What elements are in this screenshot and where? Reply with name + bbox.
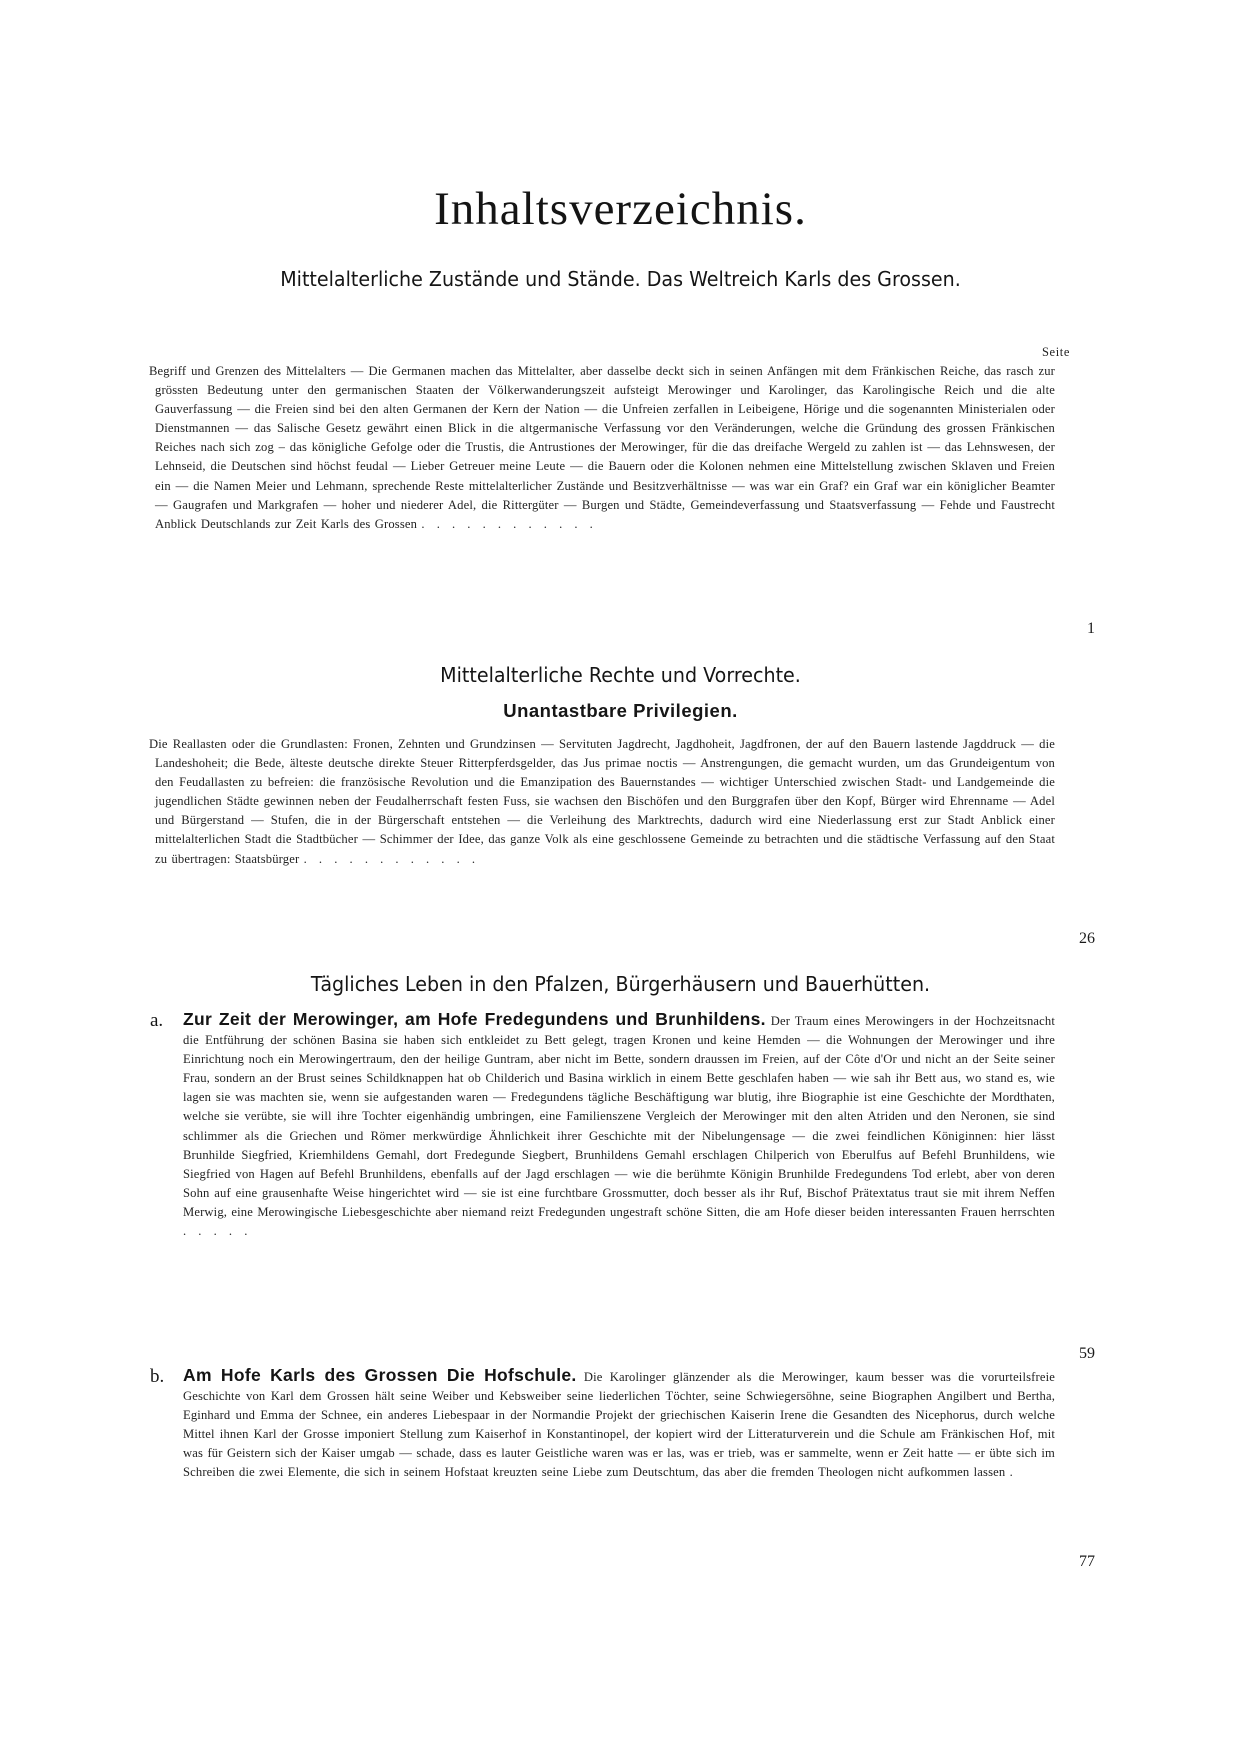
toc-entry-2-page: 26 bbox=[1079, 930, 1095, 947]
toc-entry-3a-letter: a. bbox=[150, 1010, 164, 1031]
toc-entry-1-page: 1 bbox=[1087, 620, 1095, 637]
toc-entry-1-text: Begriff und Grenzen des Mittelalters — Die Germanen machen das Mittelalter, aber dasselbe deckt sich in seinen Anfängen mit dem Fränkischen Reiche, das rasch zur grössten Bedeutung unter den germanischen Staaten der Völkerwanderungszeit aufsteigt Merowinger und Karolinger, das Karolingische Reich und die alte Gauverfassung — die Freien sind bei den alten Germanen der Kern der Nation — die Unfreien zerfallen in Leibeigene, Hörige und die sogenannten Ministerialen oder Dienstmannen — das Salische Gesetz gewährt einen Blick in die altgermanische Verfassung vor den Veränderungen, welche die Gründung des grossen Fränkischen Reiches nach sich zog – das königliche Gefolge oder die Trustis, die Antrustiones der Merowinger, für die das dreifache Wergeld zu zahlen ist — das Lehnswesen, der Lehnseid, die Deutschen sind höchst feudal — Lieber Getreuer meine Leute — die Bauern oder die Kolonen nehmen eine Mittelstellung zwischen Sklaven und Freien ein — die Namen Meier und Lehmann, sprechende Reste mittelalterlicher Zustände und Besitzverhältnisse — was war ein Graf? ein Graf war ein königlicher Beamter — Gaugrafen und Markgrafen — hoher und niederer Adel, die Rittergüter — Burgen und Städte, Gemeindeverfassung und Staatsverfassung — Fehde und Faustrecht Anblick Deutschlands zur Zeit Karls des Grossen bbox=[149, 364, 1055, 531]
leader-dots: . . . . . . . . . . . . bbox=[303, 851, 480, 866]
leader-dots: . . . . . . . . . . . . bbox=[421, 516, 597, 531]
toc-entry-3b-letter: b. bbox=[150, 1366, 165, 1387]
toc-entry-3b-text: Die Karolinger glänzender als die Merowinger, kaum besser was die vorurteilsfreie Geschichte von Karl dem Grossen hält seine Weiber und Kebsweiber seine liederlichen Töchter, seine Schwiegersöhne, seine Biographen Angilbert und Bertha, Eginhard und Emma der Schnee, ein anderes Liebespaar in der Normandie Projekt der griechischen Kaiserin Irene die Gesandten des Nicephorus, durch welche Mittel ihnen Karl der Grosse imponiert Stellung zum Kaiserhof in Konstantinopel, der kopiert wird der Litteraturverein und die Schule am Fränkischen Hof, mit was für Geistern sich der Kaiser umgab — schade, dass es lauter Geistliche waren was er las, was er trieb, was er sammelte, wenn er Zeit hatte — er übte sich im Schreiben die zwei Elemente, die sich in seinem Hofstaat kreuzten seine Liebe zum Deutschtum, das aber die fremden Theologen nicht aufkommen lassen bbox=[183, 1370, 1055, 1480]
toc-entry-3a bbox=[183, 1010, 1055, 1241]
toc-entry-3a-text: Der Traum eines Merowingers in der Hochzeitsnacht die Entführung der schönen Basina sie haben sich entkleidet zu Bett gelegt, tragen Kronen und keine Hemden — die Wohnungen der Merowinger und ihre Einrichtung noch ein Merowingertraum, den der heilige Guntram, aber nicht im Bette, sondern draussen im Freien, auf der Côte d'Or und nicht an der Seite seiner Frau, sondern an der Brust seines Schildknappen hat ob Childerich und Basina wirklich in einem Bette geschlafen haben — wie sah ihr Bett aus, wo stand es, wie lagen sie was machten sie, wenn sie aufgestanden waren — Fredegundens tägliche Beschäftigung war blutig, ihre Biographie ist eine Geschichte der Mordthaten, welche sie verübte, sie will ihre Tochter eigenhändig umbringen, eine Familienszene Vergleich der Merowinger mit den alten Atriden und den Neronen, sie sind schlimmer als die Griechen und Römer merkwürdige Ähnlichkeit ihrer Geschichte mit der Nibelungensage — die zwei feindlichen Königinnen: hier lässt Brunhilde Siegfried, Kriemhildens Gemahl, dort Fredegunde Siegbert, Brunhildens Gemahl erschlagen Chilperich von Eberulfus auf Befehl Brunhildens, wie Siegfried von Hagen auf Befehl Brunhildens, ebenfalls auf der Jagd erschlagen — wie die berühmte Königin Brunhilde Fredegundens Tod erlebt, aber von deren Sohn auf eine grausenhafte Weise hingerichtet wird — sie ist eine furchtbare Grossmutter, doch besser als ihr Ruf, Bischof Prätextatus traut sie mit ihrem Neffen Merwig, eine Merowingische Liebesgeschichte aber niemand reizt Fredegunden ungestraft schöne Sitten, die am Hofe dieser beiden interessanten Frauen herrschten bbox=[183, 1014, 1055, 1219]
toc-entry-3a-heading: Zur Zeit der Merowinger, am Hofe Fredegundens und Brunhildens. bbox=[183, 1009, 766, 1029]
section-subtitle-2: Unantastbare Privilegien. bbox=[503, 700, 738, 721]
section-title-2: Mittelalterliche Rechte und Vorrechte. bbox=[440, 663, 801, 687]
page-column-label: Seite bbox=[1042, 345, 1070, 359]
toc-entry-3a-page: 59 bbox=[1079, 1345, 1095, 1362]
section-title-1: Mittelalterliche Zustände und Stände. Das Weltreich Karls des Grossen. bbox=[280, 267, 961, 291]
section-title-3: Tägliches Leben in den Pfalzen, Bürgerhäusern und Bauerhütten. bbox=[310, 972, 931, 996]
toc-entry-3b-page: 77 bbox=[1079, 1553, 1095, 1570]
toc-entry-2-text: Die Reallasten oder die Grundlasten: Fronen, Zehnten und Grundzinsen — Servituten Jagdrecht, Jagdhoheit, Jagdfronen, der auf den Bauern lastende Jagddruck — die Landeshoheit; die Bede, älteste deutsche direkte Steuer Ritterpferdsgelder, das Jus primae noctis — Anstrengungen, die gemacht wurden, um das Grundeigentum von den Feudallasten zu befreien: die französische Revolution und die Emanzipation des Bauernstandes — wichtiger Unterschied zwischen Stadt- und Landgemeinde die jugendlichen Städte gewinnen neben der Feudalherrschaft festen Fuss, sie wachsen den Bischöfen und den Burggrafen über den Kopf, Bürger wird Ehrenname — Adel und Bürgerstand — Stufen, die in der Bürgerschaft entstehen — die Verleihung des Marktrechts, dadurch wird eine Niederlassung erst zur Stadt Anblick einer mittelalterlichen Stadt die Stadtbücher — Schimmer der Idee, das ganze Volk als eine geschlossene Gemeinde zu betrachten und die städtische Verfassung auf den Staat zu übertragen: Staatsbürger bbox=[149, 737, 1055, 866]
page-title: Inhaltsverzeichnis. bbox=[434, 183, 807, 235]
leader-dots: . . . . . bbox=[183, 1224, 252, 1239]
toc-entry-3b bbox=[183, 1366, 1055, 1483]
leader-dots: . bbox=[1009, 1465, 1017, 1480]
toc-entry-2 bbox=[149, 735, 1055, 869]
toc-entry-3b-heading: Am Hofe Karls des Grossen Die Hofschule. bbox=[183, 1365, 577, 1385]
toc-entry-1 bbox=[149, 362, 1055, 534]
